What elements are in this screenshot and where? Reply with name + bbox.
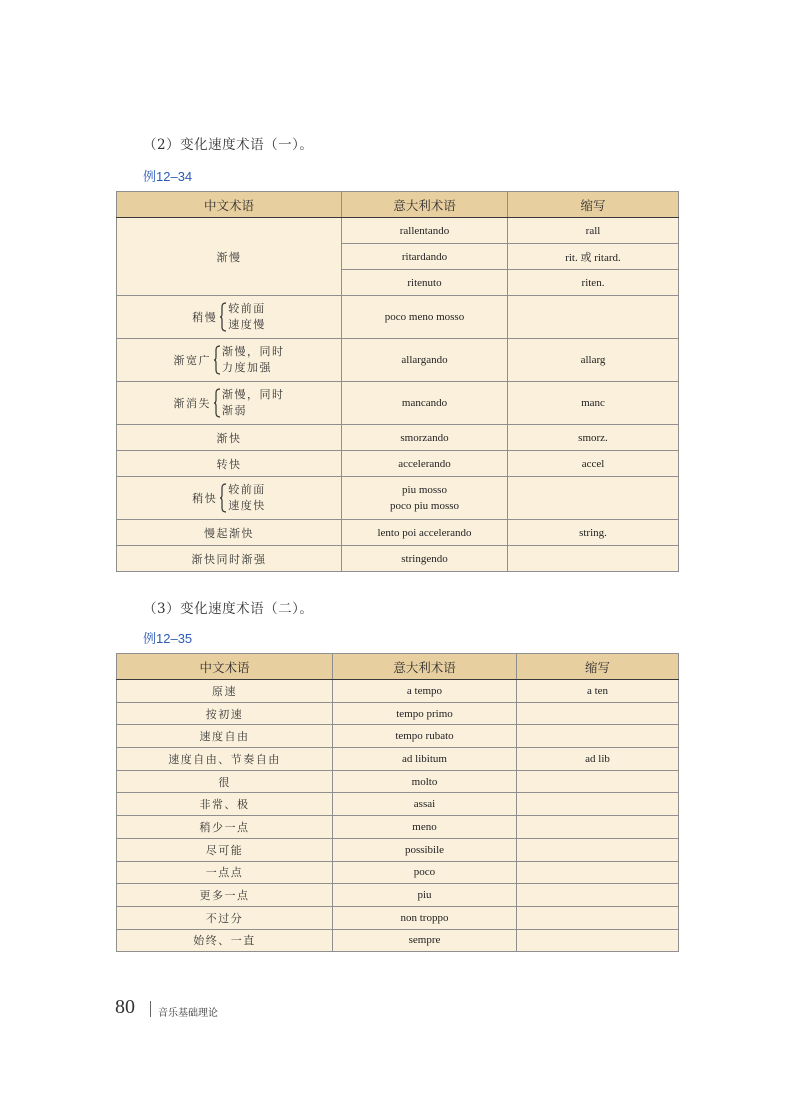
chinese-term: 不过分 xyxy=(117,906,333,929)
abbreviation xyxy=(508,296,679,339)
table-row xyxy=(117,816,679,839)
abbreviation: riten. xyxy=(508,270,679,296)
table-row xyxy=(117,680,679,703)
example-label-12-34: 例12–34 xyxy=(143,169,193,184)
brace-line: 渐慢，同时 xyxy=(222,388,285,401)
chinese-term-main: 稍慢 xyxy=(192,311,218,324)
brace-line: 较前面 xyxy=(228,483,266,496)
brace-line: 力度加强 xyxy=(222,361,272,374)
abbreviation xyxy=(517,770,679,793)
table-row xyxy=(117,906,679,929)
table-row xyxy=(117,477,679,520)
italian-term: ad libitum xyxy=(333,748,517,771)
chinese-term: 稍少一点 xyxy=(117,816,333,839)
italian-term: possibile xyxy=(333,838,517,861)
abbreviation: string. xyxy=(508,520,679,546)
chinese-term xyxy=(117,477,342,520)
chinese-term: 原速 xyxy=(117,680,333,703)
chinese-term: 一点点 xyxy=(117,861,333,884)
italian-term: ritardando xyxy=(342,244,508,270)
brace-icon xyxy=(220,483,226,513)
header-chinese-term: 中文术语 xyxy=(117,654,333,680)
table-row xyxy=(117,838,679,861)
chinese-term: 速度自由 xyxy=(117,725,333,748)
brace-icon xyxy=(220,302,226,332)
chinese-term: 渐快同时渐强 xyxy=(117,546,342,572)
italian-term: accelerando xyxy=(342,451,508,477)
table-row xyxy=(117,546,679,572)
table-row xyxy=(117,861,679,884)
italian-term: allargando xyxy=(342,339,508,382)
header-abbreviation: 缩写 xyxy=(517,654,679,680)
italian-term: stringendo xyxy=(342,546,508,572)
chinese-term: 非常、极 xyxy=(117,793,333,816)
chinese-term-main: 稍快 xyxy=(192,492,218,505)
example-label-12-35: 例12–35 xyxy=(143,631,193,646)
chinese-term: 很 xyxy=(117,770,333,793)
abbreviation xyxy=(517,725,679,748)
italian-term: poco xyxy=(333,861,517,884)
tempo-change-table-1 xyxy=(116,191,679,572)
table-row xyxy=(117,702,679,725)
italian-term: mancando xyxy=(342,382,508,425)
italian-term: meno xyxy=(333,816,517,839)
chinese-term xyxy=(117,296,342,339)
italian-term: non troppo xyxy=(333,906,517,929)
brace-line: 渐慢，同时 xyxy=(222,345,285,358)
abbreviation: allarg xyxy=(508,339,679,382)
table-row xyxy=(117,929,679,952)
chinese-term-main: 渐宽广 xyxy=(173,354,211,367)
italian-term: tempo rubato xyxy=(333,725,517,748)
brace-line: 速度慢 xyxy=(228,318,266,331)
table-row xyxy=(117,296,679,339)
italian-term: poco meno mosso xyxy=(342,296,508,339)
table-row xyxy=(117,520,679,546)
table-header-row xyxy=(117,654,679,680)
table-row xyxy=(117,793,679,816)
chinese-term: 尽可能 xyxy=(117,838,333,861)
abbreviation xyxy=(517,861,679,884)
table-row xyxy=(117,770,679,793)
abbreviation: rall xyxy=(508,218,679,244)
abbreviation: a ten xyxy=(517,680,679,703)
abbreviation xyxy=(517,702,679,725)
header-abbreviation: 缩写 xyxy=(508,192,679,218)
section-heading-2: （2）变化速度术语（一）。 xyxy=(143,137,314,153)
table-row xyxy=(117,748,679,771)
brace-line: 较前面 xyxy=(228,302,266,315)
footer-divider xyxy=(150,1001,151,1017)
italian-term: assai xyxy=(333,793,517,816)
chinese-term: 慢起渐快 xyxy=(117,520,342,546)
abbreviation xyxy=(508,546,679,572)
italian-term xyxy=(342,477,508,520)
abbreviation xyxy=(517,816,679,839)
chinese-term: 渐快 xyxy=(117,425,342,451)
italian-term: lento poi accelerando xyxy=(342,520,508,546)
table-row xyxy=(117,218,679,244)
abbreviation xyxy=(517,906,679,929)
table-row xyxy=(117,382,679,425)
abbreviation: smorz. xyxy=(508,425,679,451)
table-row xyxy=(117,884,679,907)
table-row xyxy=(117,339,679,382)
abbreviation: manc xyxy=(508,382,679,425)
italian-term: tempo primo xyxy=(333,702,517,725)
abbreviation xyxy=(517,793,679,816)
chinese-term-main: 渐消失 xyxy=(173,397,211,410)
italian-term: piu xyxy=(333,884,517,907)
italian-term: rallentando xyxy=(342,218,508,244)
abbreviation xyxy=(508,477,679,520)
chinese-term: 速度自由、节奏自由 xyxy=(117,748,333,771)
table-row xyxy=(117,725,679,748)
abbreviation: ad lib xyxy=(517,748,679,771)
header-italian-term: 意大利术语 xyxy=(342,192,508,218)
brace-line: 速度快 xyxy=(228,499,266,512)
brace-icon xyxy=(214,388,220,418)
table-header-row xyxy=(117,192,679,218)
chinese-term xyxy=(117,339,342,382)
italian-term-line: poco piu mosso xyxy=(389,500,460,512)
italian-term: a tempo xyxy=(333,680,517,703)
italian-term: sempre xyxy=(333,929,517,952)
italian-term-line: piu mosso xyxy=(402,484,447,496)
abbreviation: accel xyxy=(508,451,679,477)
abbreviation: rit. 或 ritard. xyxy=(508,244,679,270)
italian-term: molto xyxy=(333,770,517,793)
chinese-term: 始终、一直 xyxy=(117,929,333,952)
section-heading-3: （3）变化速度术语（二）。 xyxy=(143,601,314,617)
abbreviation xyxy=(517,929,679,952)
chinese-term: 按初速 xyxy=(117,702,333,725)
header-chinese-term: 中文术语 xyxy=(117,192,342,218)
abbreviation xyxy=(517,838,679,861)
chinese-term: 更多一点 xyxy=(117,884,333,907)
chinese-term: 渐慢 xyxy=(117,218,342,296)
italian-term: smorzando xyxy=(342,425,508,451)
brace-line: 渐弱 xyxy=(222,404,247,417)
italian-term: ritenuto xyxy=(342,270,508,296)
tempo-change-table-2 xyxy=(116,653,679,952)
table-row xyxy=(117,451,679,477)
book-title: 音乐基础理论 xyxy=(158,1008,218,1019)
brace-icon xyxy=(214,345,220,375)
page-number: 80 xyxy=(115,996,135,1018)
header-italian-term: 意大利术语 xyxy=(333,654,517,680)
chinese-term xyxy=(117,382,342,425)
abbreviation xyxy=(517,884,679,907)
chinese-term: 转快 xyxy=(117,451,342,477)
table-row xyxy=(117,425,679,451)
